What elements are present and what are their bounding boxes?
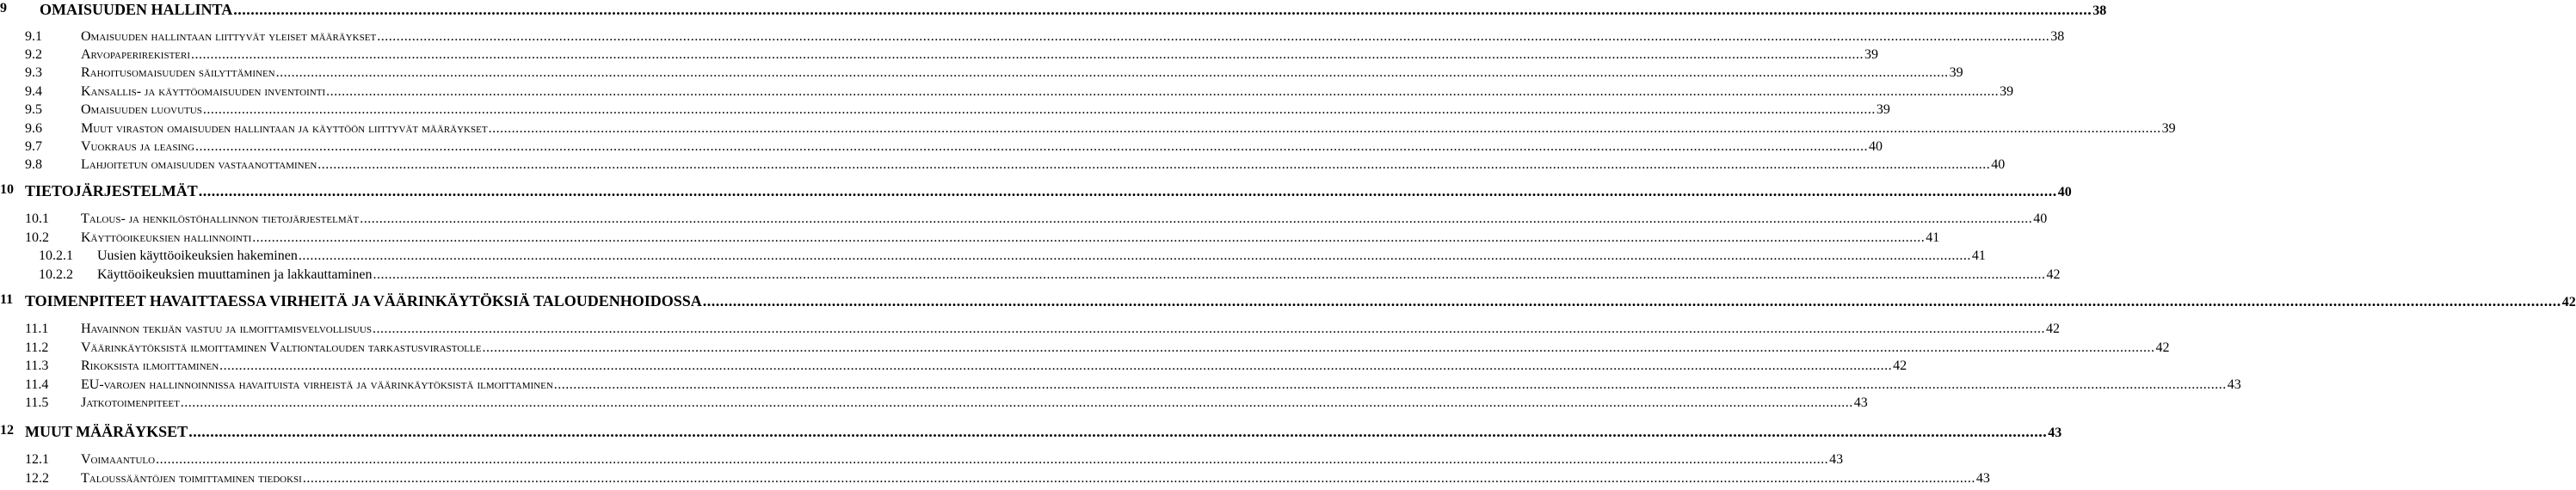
toc-entry-12[interactable]: [0, 423, 2062, 440]
toc-page-number[interactable]: 43: [2048, 426, 2062, 440]
toc-entry-number: 9: [0, 1, 7, 15]
toc-entry-number: 9.8: [25, 157, 42, 172]
toc-dot-leader: [303, 472, 1975, 486]
toc-entry-number: 12.1: [25, 452, 49, 467]
toc-dot-leader: [199, 183, 2057, 199]
toc-entry-title[interactable]: Lahjoitetun omaisuuden vastaanottaminen: [81, 157, 317, 172]
toc-dot-leader: [195, 140, 1868, 154]
toc-entry-title[interactable]: Arvopaperirekisteri: [81, 47, 191, 62]
toc-dot-leader: [219, 359, 1892, 373]
toc-page-number[interactable]: 40: [2033, 211, 2048, 226]
toc-dot-leader: [482, 341, 2154, 355]
toc-entry-number: 12.2: [25, 471, 49, 486]
toc-page-number[interactable]: 41: [1926, 230, 1940, 245]
toc-entry-title[interactable]: OMAISUUDEN HALLINTA: [40, 1, 233, 18]
toc-entry-number: 10.2.2: [39, 267, 73, 282]
toc-entry-number: 11.2: [25, 340, 49, 355]
toc-entry-title[interactable]: TIETOJÄRJESTELMÄT: [25, 182, 198, 199]
toc-page-number[interactable]: 39: [1864, 47, 1879, 62]
toc-entry-9-5[interactable]: [0, 102, 1890, 117]
toc-entry-number: 9.3: [25, 65, 42, 80]
toc-dot-leader: [373, 268, 2045, 282]
toc-entry-10-1[interactable]: [0, 211, 2048, 226]
toc-entry-number: 9.1: [25, 29, 42, 44]
toc-entry-title[interactable]: TOIMENPITEET HAVAITTAESSA VIRHEITÄ JA VÄÄRINKÄYTÖKSIÄ TALOUDENHOIDOSSA: [25, 292, 702, 309]
toc-entry-title[interactable]: Talous- ja henkilöstöhallinnon tietojärjestelmät: [81, 211, 360, 226]
toc-page-number[interactable]: 39: [1949, 65, 1963, 80]
toc-entry-11-2[interactable]: [0, 340, 2170, 355]
toc-entry-9-7[interactable]: [0, 139, 1883, 154]
toc-entry-number: 9.7: [25, 139, 42, 154]
toc-entry-number: 10.2: [25, 230, 49, 245]
toc-entry-title[interactable]: Voimaantulo: [81, 452, 156, 467]
toc-dot-leader: [276, 66, 1949, 80]
toc-entry-10-2[interactable]: [0, 230, 1940, 245]
toc-entry-title[interactable]: MUUT MÄÄRÄYKSET: [25, 423, 188, 440]
toc-page-number[interactable]: 39: [2000, 84, 2014, 99]
toc-entry-9-3[interactable]: [0, 65, 1963, 80]
toc-page-number[interactable]: 40: [1869, 139, 1883, 154]
toc-entry-title[interactable]: Taloussääntöjen toimittaminen tiedoksi: [81, 471, 302, 486]
toc-entry-12-1[interactable]: [0, 452, 1844, 467]
toc-entry-11-5[interactable]: [0, 395, 1868, 410]
toc-entry-number: 9.4: [25, 84, 42, 99]
toc-entry-9-8[interactable]: [0, 157, 2006, 172]
toc-entry-number: 9.6: [25, 121, 42, 136]
toc-entry-title[interactable]: Omaisuuden luovutus: [81, 102, 202, 117]
toc-entry-10-2-2[interactable]: [0, 267, 2061, 282]
toc-entry-11[interactable]: [0, 292, 2576, 309]
toc-entry-title[interactable]: Käyttöoikeuksien hallinnointi: [81, 230, 252, 245]
toc-entry-title[interactable]: Omaisuuden hallintaan liittyvät yleiset määräykset: [81, 29, 377, 44]
toc-dot-leader: [703, 293, 2561, 309]
toc-page-number[interactable]: 42: [2561, 295, 2576, 309]
toc-page-number[interactable]: 43: [2227, 377, 2241, 392]
toc-dot-leader: [188, 424, 2047, 439]
toc-dot-leader: [489, 122, 2161, 136]
toc-dot-leader: [554, 378, 2227, 392]
toc-entry-10[interactable]: [0, 182, 2072, 199]
toc-dot-leader: [299, 249, 1971, 263]
toc-dot-leader: [191, 48, 1864, 62]
toc-page-number[interactable]: 42: [2155, 340, 2170, 355]
toc-entry-9-2[interactable]: [0, 47, 1879, 62]
toc-entry-title[interactable]: Muut viraston omaisuuden hallintaan ja käyttöön liittyvät määräykset: [81, 121, 488, 136]
toc-dot-leader: [203, 103, 1876, 117]
toc-entry-title[interactable]: Kansallis- ja käyttöomaisuuden inventointi: [81, 84, 326, 99]
toc-entry-number: 9.5: [25, 102, 42, 117]
toc-entry-title[interactable]: EU-varojen hallinnoinnissa havaituista virheistä ja väärinkäytöksistä ilmoittaminen: [81, 377, 553, 392]
toc-dot-leader: [252, 231, 1925, 245]
toc-entry-title[interactable]: Havainnon tekijän vastuu ja ilmoittamisvelvollisuus: [81, 322, 372, 336]
toc-entry-title[interactable]: Rikoksista ilmoittaminen: [81, 358, 219, 373]
toc-entry-9[interactable]: [0, 1, 2107, 18]
toc-dot-leader: [156, 453, 1828, 467]
toc-entry-title[interactable]: Väärinkäytöksistä ilmoittaminen Valtiontalouden tarkastusvirastolle: [81, 340, 482, 355]
toc-dot-leader: [360, 212, 2032, 226]
toc-entry-number: 11.4: [25, 377, 49, 392]
toc-page-number[interactable]: 43: [1975, 471, 1990, 486]
toc-page-number[interactable]: 42: [1893, 358, 1907, 373]
toc-page-number[interactable]: 42: [2046, 267, 2061, 282]
toc-entry-9-4[interactable]: [0, 84, 2014, 99]
toc-dot-leader: [317, 158, 1990, 172]
toc-entry-title[interactable]: Vuokraus ja leasing: [81, 139, 195, 154]
toc-entry-number: 9.2: [25, 47, 42, 62]
toc-page-number[interactable]: 41: [1971, 248, 1986, 263]
toc-entry-number: 10.2.1: [39, 248, 73, 263]
toc-dot-leader: [377, 30, 2049, 44]
toc-entry-number: 10: [0, 182, 14, 197]
toc-page-number[interactable]: 39: [1876, 102, 1890, 117]
toc-entry-number: 12: [0, 423, 14, 438]
toc-page-number[interactable]: 40: [2057, 185, 2072, 199]
toc-entry-title[interactable]: Rahoitusomaisuuden säilyttäminen: [81, 65, 275, 80]
toc-page-number[interactable]: 40: [1991, 157, 2006, 172]
toc-entry-9-6[interactable]: [0, 121, 2176, 136]
toc-entry-number: 11.1: [25, 322, 49, 336]
toc-page-number[interactable]: 38: [2050, 29, 2065, 44]
toc-page-number[interactable]: 39: [2161, 121, 2176, 136]
toc-dot-leader: [233, 2, 2092, 17]
toc-entry-11-1[interactable]: [0, 322, 2060, 336]
toc-entry-number: 10.1: [25, 211, 49, 226]
toc-entry-number: 11.3: [25, 358, 49, 373]
toc-entry-number: 11: [0, 292, 14, 307]
toc-page-number[interactable]: 42: [2045, 322, 2060, 336]
toc-page-number[interactable]: 43: [1853, 395, 1868, 410]
toc-dot-leader: [181, 396, 1853, 410]
toc-entry-number: 11.5: [25, 395, 49, 410]
toc-entry-11-4[interactable]: [0, 377, 2241, 392]
toc-entry-12-2[interactable]: [0, 471, 1990, 486]
toc-dot-leader: [373, 322, 2045, 336]
toc-page-number[interactable]: 43: [1829, 452, 1844, 467]
toc-entry-11-3[interactable]: [0, 358, 1907, 373]
toc-entry-title[interactable]: Käyttöoikeuksien muuttaminen ja lakkauttaminen: [97, 267, 373, 282]
toc-entry-title[interactable]: Jatkotoimenpiteet: [81, 395, 180, 410]
toc-page-number[interactable]: 38: [2092, 3, 2107, 18]
toc-entry-title[interactable]: Uusien käyttöoikeuksien hakeminen: [97, 248, 298, 263]
toc-dot-leader: [326, 85, 1999, 99]
toc-entry-9-1[interactable]: [0, 29, 2065, 44]
toc-entry-10-2-1[interactable]: [0, 248, 1986, 263]
